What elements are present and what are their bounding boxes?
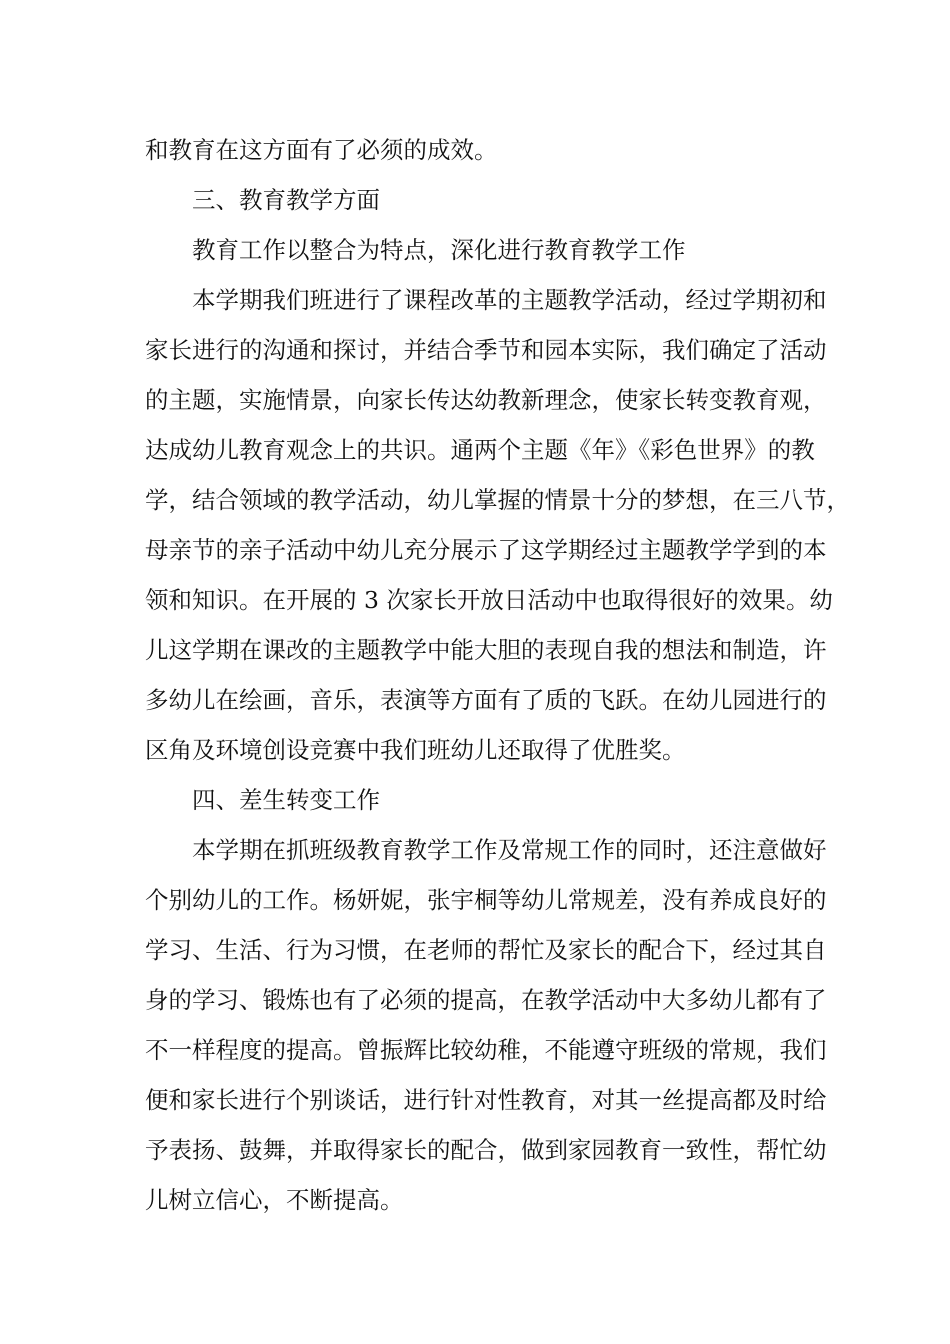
text-line: 区角及环境创设竞赛中我们班幼儿还取得了优胜奖。 — [145, 736, 686, 764]
section-heading: 四、差生转变工作 — [192, 786, 380, 814]
text-line: 身的学习、锻炼也有了必须的提高，在教学活动中大多幼儿都有了 — [145, 986, 827, 1014]
text-line: 儿这学期在课改的主题教学中能大胆的表现自我的想法和制造，许 — [145, 636, 827, 664]
text-line: 个别幼儿的工作。杨妍妮，张宇桐等幼儿常规差，没有养成良好的 — [145, 886, 827, 914]
text-line: 便和家长进行个别谈话，进行针对性教育，对其一丝提高都及时给 — [145, 1086, 827, 1114]
section-heading: 三、教育教学方面 — [192, 186, 380, 214]
text-line: 不一样程度的提高。曾振辉比较幼稚，不能遵守班级的常规，我们 — [145, 1036, 827, 1064]
text-line: 学，结合领域的教学活动，幼儿掌握的情景十分的梦想，在三八节， — [145, 486, 850, 514]
text-line: 和教育在这方面有了必须的成效。 — [145, 136, 498, 164]
text-line: 本学期在抓班级教育教学工作及常规工作的同时，还注意做好 — [192, 836, 827, 864]
text-line: 达成幼儿教育观念上的共识。通两个主题《年》《彩色世界》的教 — [145, 436, 815, 464]
text-line: 领和知识。在开展的 3 次家长开放日活动中也取得很好的效果。幼 — [145, 586, 833, 614]
text-line: 多幼儿在绘画，音乐，表演等方面有了质的飞跃。在幼儿园进行的 — [145, 686, 827, 714]
text-line: 家长进行的沟通和探讨，并结合季节和园本实际，我们确定了活动 — [145, 336, 827, 364]
text-line: 学习、生活、行为习惯，在老师的帮忙及家长的配合下，经过其自 — [145, 936, 827, 964]
text-line: 母亲节的亲子活动中幼儿充分展示了这学期经过主题教学学到的本 — [145, 536, 827, 564]
subheading: 教育工作以整合为特点，深化进行教育教学工作 — [192, 236, 686, 264]
text-line: 儿树立信心，不断提高。 — [145, 1186, 404, 1214]
text-line: 的主题，实施情景，向家长传达幼教新理念，使家长转变教育观， — [145, 386, 827, 414]
text-line: 予表扬、鼓舞，并取得家长的配合，做到家园教育一致性，帮忙幼 — [145, 1136, 827, 1164]
text-line: 本学期我们班进行了课程改革的主题教学活动，经过学期初和 — [192, 286, 827, 314]
